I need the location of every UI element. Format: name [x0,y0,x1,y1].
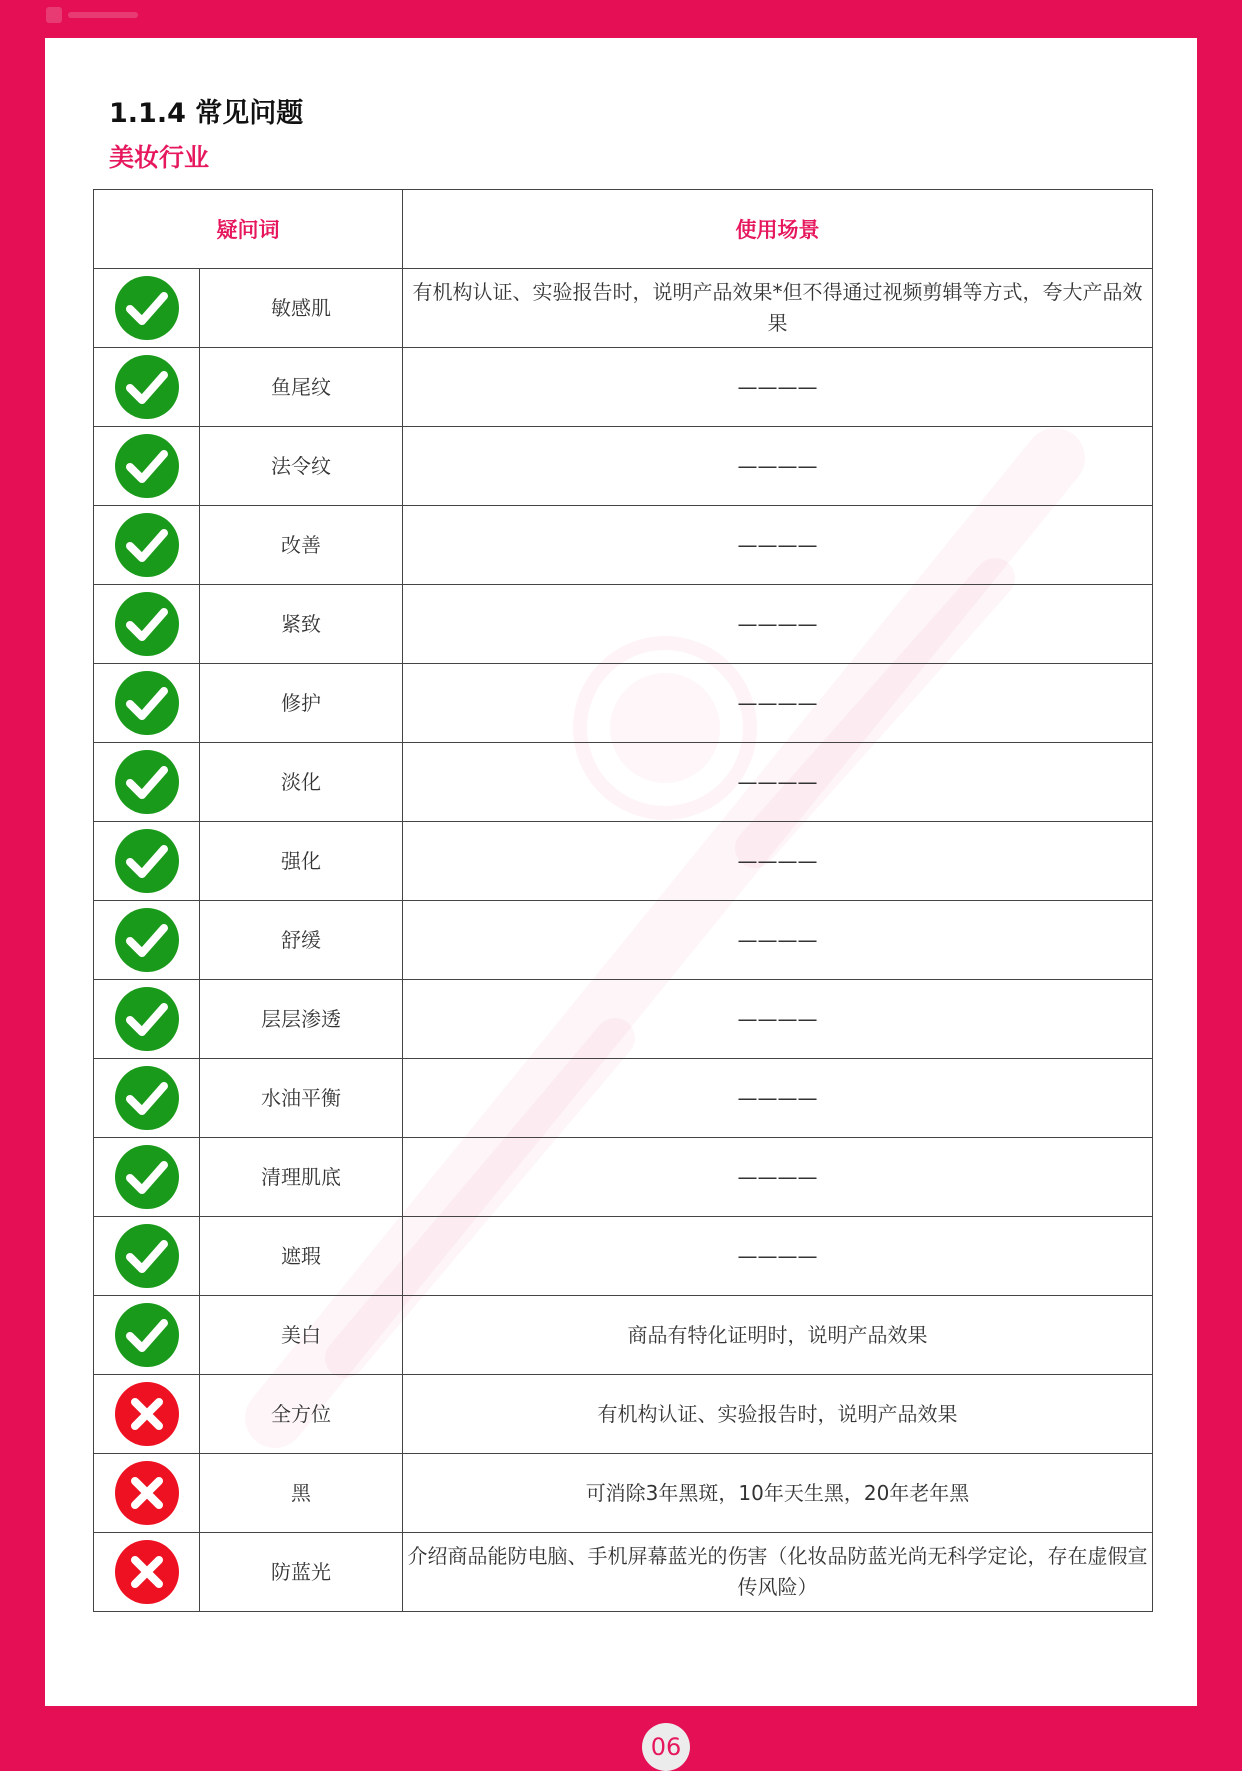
check-icon [94,506,200,585]
table-row [94,743,1153,822]
keyword-cell: 层层渗透 [200,980,403,1059]
industry-subtitle: 美妆行业 [109,143,210,172]
keyword-cell: 改善 [200,506,403,585]
check-icon [94,348,200,427]
scene-cell: 可消除3年黑斑，10年天生黑，20年老年黑 [403,1454,1153,1533]
cross-icon [94,1454,200,1533]
check-icon [94,1138,200,1217]
keyword-cell: 紧致 [200,585,403,664]
keyword-cell: 法令纹 [200,427,403,506]
scene-cell: ———— [403,743,1153,822]
keyword-cell: 舒缓 [200,901,403,980]
scene-cell: 商品有特化证明时，说明产品效果 [403,1296,1153,1375]
table-row [94,1454,1153,1533]
scene-cell: ———— [403,664,1153,743]
scene-cell: ———— [403,427,1153,506]
table-row [94,1138,1153,1217]
table-row [94,664,1153,743]
document-page [45,38,1197,1761]
scene-cell: ———— [403,506,1153,585]
keyword-cell: 强化 [200,822,403,901]
scene-cell: 有机构认证、实验报告时，说明产品效果*但不得通过视频剪辑等方式，夸大产品效果 [403,269,1153,348]
keyword-cell: 防蓝光 [200,1533,403,1612]
table-row [94,506,1153,585]
table-row [94,980,1153,1059]
scene-cell: ———— [403,585,1153,664]
check-icon [94,664,200,743]
scene-cell: ———— [403,1217,1153,1296]
table-row [94,427,1153,506]
table-row [94,585,1153,664]
scene-cell: ———— [403,348,1153,427]
header-scene: 使用场景 [403,190,1153,269]
corner-logo-mark [46,6,146,24]
table-row [94,1059,1153,1138]
keyword-table [93,189,1153,1612]
scene-cell: ———— [403,822,1153,901]
table-row [94,1217,1153,1296]
scene-cell: ———— [403,980,1153,1059]
keyword-cell: 修护 [200,664,403,743]
check-icon [94,585,200,664]
cross-icon [94,1533,200,1612]
check-icon [94,427,200,506]
table-row [94,269,1153,348]
keyword-cell: 水油平衡 [200,1059,403,1138]
check-icon [94,1217,200,1296]
keyword-cell: 遮瑕 [200,1217,403,1296]
check-icon [94,743,200,822]
keyword-cell: 鱼尾纹 [200,348,403,427]
table-row [94,901,1153,980]
table-header-row [94,190,1153,269]
table-row [94,822,1153,901]
check-icon [94,269,200,348]
check-icon [94,980,200,1059]
table-row [94,1375,1153,1454]
keyword-cell: 美白 [200,1296,403,1375]
check-icon [94,1296,200,1375]
scene-cell: 有机构认证、实验报告时，说明产品效果 [403,1375,1153,1454]
header-keyword: 疑问词 [94,190,403,269]
table-row [94,348,1153,427]
keyword-cell: 黑 [200,1454,403,1533]
table-row [94,1296,1153,1375]
scene-cell: ———— [403,1059,1153,1138]
table-row [94,1533,1153,1612]
check-icon [94,822,200,901]
cross-icon [94,1375,200,1454]
scene-cell: ———— [403,1138,1153,1217]
check-icon [94,1059,200,1138]
section-title: 1.1.4 常见问题 [109,98,304,129]
keyword-cell: 敏感肌 [200,269,403,348]
scene-cell: ———— [403,901,1153,980]
keyword-cell: 清理肌底 [200,1138,403,1217]
keyword-cell: 淡化 [200,743,403,822]
scene-cell: 介绍商品能防电脑、手机屏幕蓝光的伤害（化妆品防蓝光尚无科学定论，存在虚假宣传风险） [403,1533,1153,1612]
check-icon [94,901,200,980]
keyword-cell: 全方位 [200,1375,403,1454]
page-number: 06 [642,1723,690,1771]
